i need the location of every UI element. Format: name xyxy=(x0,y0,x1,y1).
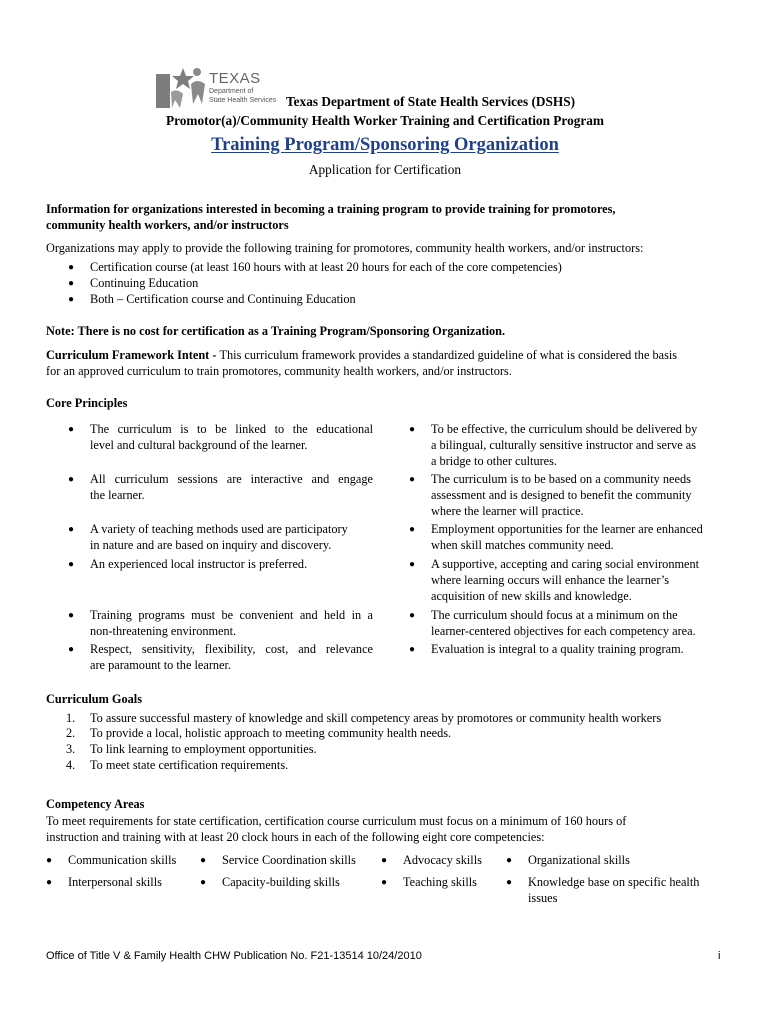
org-name: Texas Department of State Health Services (DSHS) xyxy=(286,94,576,109)
texas-star-figures-icon xyxy=(153,64,213,110)
bullet-icon: ● xyxy=(409,644,416,655)
bullet-icon: ● xyxy=(68,294,75,305)
principle-left-line: The curriculum is to be linked to the educational xyxy=(90,422,373,436)
principle-right-line: a bridge to other cultures. xyxy=(431,454,558,468)
goal-text: To assure successful mastery of knowledge and skill competency areas by promotores or community health workers xyxy=(90,711,662,725)
intro-bullet: Continuing Education xyxy=(90,276,199,290)
goal-number: 3. xyxy=(66,742,76,756)
principle-right-line: Evaluation is integral to a quality training program. xyxy=(431,642,684,656)
bullet-icon: ● xyxy=(409,610,416,621)
bullet-icon: ● xyxy=(409,524,416,535)
page-number: i xyxy=(718,950,721,962)
logo-dept-line2: State Health Services xyxy=(209,97,277,104)
logo-dept-line1: Department of xyxy=(209,88,254,95)
logo-state: TEXAS xyxy=(209,70,261,87)
competency-text-line2: instruction and training with at least 20 clock hours in each of the following eight core competencies: xyxy=(46,830,545,844)
competency-item: Organizational skills xyxy=(528,853,630,867)
page-title: Training Program/Sponsoring Organization xyxy=(211,135,559,155)
intro-heading-line2: community health workers, and/or instructors xyxy=(46,218,289,232)
competency-item: Teaching skills xyxy=(403,875,477,889)
framework-label: Curriculum Framework Intent - xyxy=(46,348,220,362)
competency-item-continued: issues xyxy=(528,891,558,905)
bullet-icon: ● xyxy=(68,559,75,570)
bullet-icon: ● xyxy=(68,424,75,435)
principle-left-line: the learner. xyxy=(90,488,145,502)
framework-intent-line2: for an approved curriculum to train promotores, community health workers, and/or instructors. xyxy=(46,364,512,378)
goal-number: 4. xyxy=(66,758,76,772)
principle-right-line: assessment and is designed to benefit the community xyxy=(431,488,692,502)
intro-heading-line1: Information for organizations interested in becoming a training program to provide training for promotores, xyxy=(46,202,616,216)
goal-text: To link learning to employment opportunities. xyxy=(90,742,317,756)
bullet-icon: ● xyxy=(68,644,75,655)
principle-right-line: The curriculum should focus at a minimum on the xyxy=(431,608,678,622)
principle-right-line: when skill matches community need. xyxy=(431,538,614,552)
intro-bullet: Both – Certification course and Continuing Education xyxy=(90,292,356,306)
dshs-logo xyxy=(153,64,283,110)
intro-lead: Organizations may apply to provide the following training for promotores, community health workers, and/or instructors: xyxy=(46,241,644,255)
bullet-icon: ● xyxy=(68,610,75,621)
principle-left-line: non-threatening environment. xyxy=(90,624,237,638)
goal-text: To meet state certification requirements. xyxy=(90,758,289,772)
framework-intent-line1 xyxy=(46,348,677,363)
curriculum-goals-heading: Curriculum Goals xyxy=(46,692,142,706)
principle-right-line: learner-centered objectives for each competency area. xyxy=(431,624,696,638)
principle-right-line: The curriculum is to be based on a community needs xyxy=(431,472,691,486)
competency-item: Interpersonal skills xyxy=(68,875,162,889)
goal-number: 2. xyxy=(66,726,76,740)
core-principles-heading: Core Principles xyxy=(46,396,128,410)
principle-left-line: in nature and are based on inquiry and discovery. xyxy=(90,538,332,552)
page-subtitle: Application for Certification xyxy=(308,162,462,177)
bullet-icon: ● xyxy=(200,855,207,866)
principle-right-line: a bilingual, culturally sensitive instructor and serve as xyxy=(431,438,696,452)
bullet-icon: ● xyxy=(409,559,416,570)
bullet-icon: ● xyxy=(68,474,75,485)
principle-left-line: A variety of teaching methods used are participatory xyxy=(90,522,348,536)
principle-left-line: Respect, sensitivity, flexibility, cost, and relevance xyxy=(90,642,373,656)
goal-number: 1. xyxy=(66,711,76,725)
principle-right-line: where learning occurs will enhance the learner’s xyxy=(431,573,670,587)
principle-right-line: A supportive, accepting and caring social environment xyxy=(431,557,700,571)
program-name: Promotor(a)/Community Health Worker Training and Certification Program xyxy=(165,113,605,128)
competency-item: Capacity-building skills xyxy=(222,875,340,889)
competency-item: Service Coordination skills xyxy=(222,853,356,867)
principle-left-line: An experienced local instructor is preferred. xyxy=(90,557,308,571)
bullet-icon: ● xyxy=(200,877,207,888)
competency-item: Communication skills xyxy=(68,853,177,867)
competency-item: Knowledge base on specific health xyxy=(528,875,700,889)
framework-text: This curriculum framework provides a standardized guideline of what is considered the basis xyxy=(219,348,678,362)
bullet-icon: ● xyxy=(68,262,75,273)
principle-left-line: are paramount to the learner. xyxy=(90,658,232,672)
bullet-icon: ● xyxy=(409,474,416,485)
principle-right-line: where the learner will practice. xyxy=(431,504,584,518)
principle-right-line: acquisition of new skills and knowledge. xyxy=(431,589,632,603)
cost-note: Note: There is no cost for certification as a Training Program/Sponsoring Organization. xyxy=(46,324,506,338)
bullet-icon: ● xyxy=(381,855,388,866)
bullet-icon: ● xyxy=(68,278,75,289)
bullet-icon: ● xyxy=(68,524,75,535)
bullet-icon: ● xyxy=(506,855,513,866)
principle-left-line: All curriculum sessions are interactive and engage xyxy=(90,472,373,486)
competency-heading: Competency Areas xyxy=(46,797,145,811)
goal-text: To provide a local, holistic approach to meeting community health needs. xyxy=(90,726,452,740)
principle-left-line: Training programs must be convenient and held in a xyxy=(90,608,373,622)
bullet-icon: ● xyxy=(381,877,388,888)
intro-bullet: Certification course (at least 160 hours with at least 20 hours for each of the core competencies) xyxy=(90,260,562,274)
footer-publication: Office of Title V & Family Health CHW Publication No. F21-13514 10/24/2010 xyxy=(46,950,422,962)
competency-item: Advocacy skills xyxy=(403,853,482,867)
bullet-icon: ● xyxy=(46,877,53,888)
bullet-icon: ● xyxy=(409,424,416,435)
principle-left-line: level and cultural background of the learner. xyxy=(90,438,308,452)
principle-right-line: Employment opportunities for the learner are enhanced xyxy=(431,522,703,536)
competency-text-line1: To meet requirements for state certification, certification course curriculum must focus on a minimum of 160 hours of xyxy=(46,814,627,828)
bullet-icon: ● xyxy=(46,855,53,866)
bullet-icon: ● xyxy=(506,877,513,888)
principle-right-line: To be effective, the curriculum should be delivered by xyxy=(431,422,698,436)
